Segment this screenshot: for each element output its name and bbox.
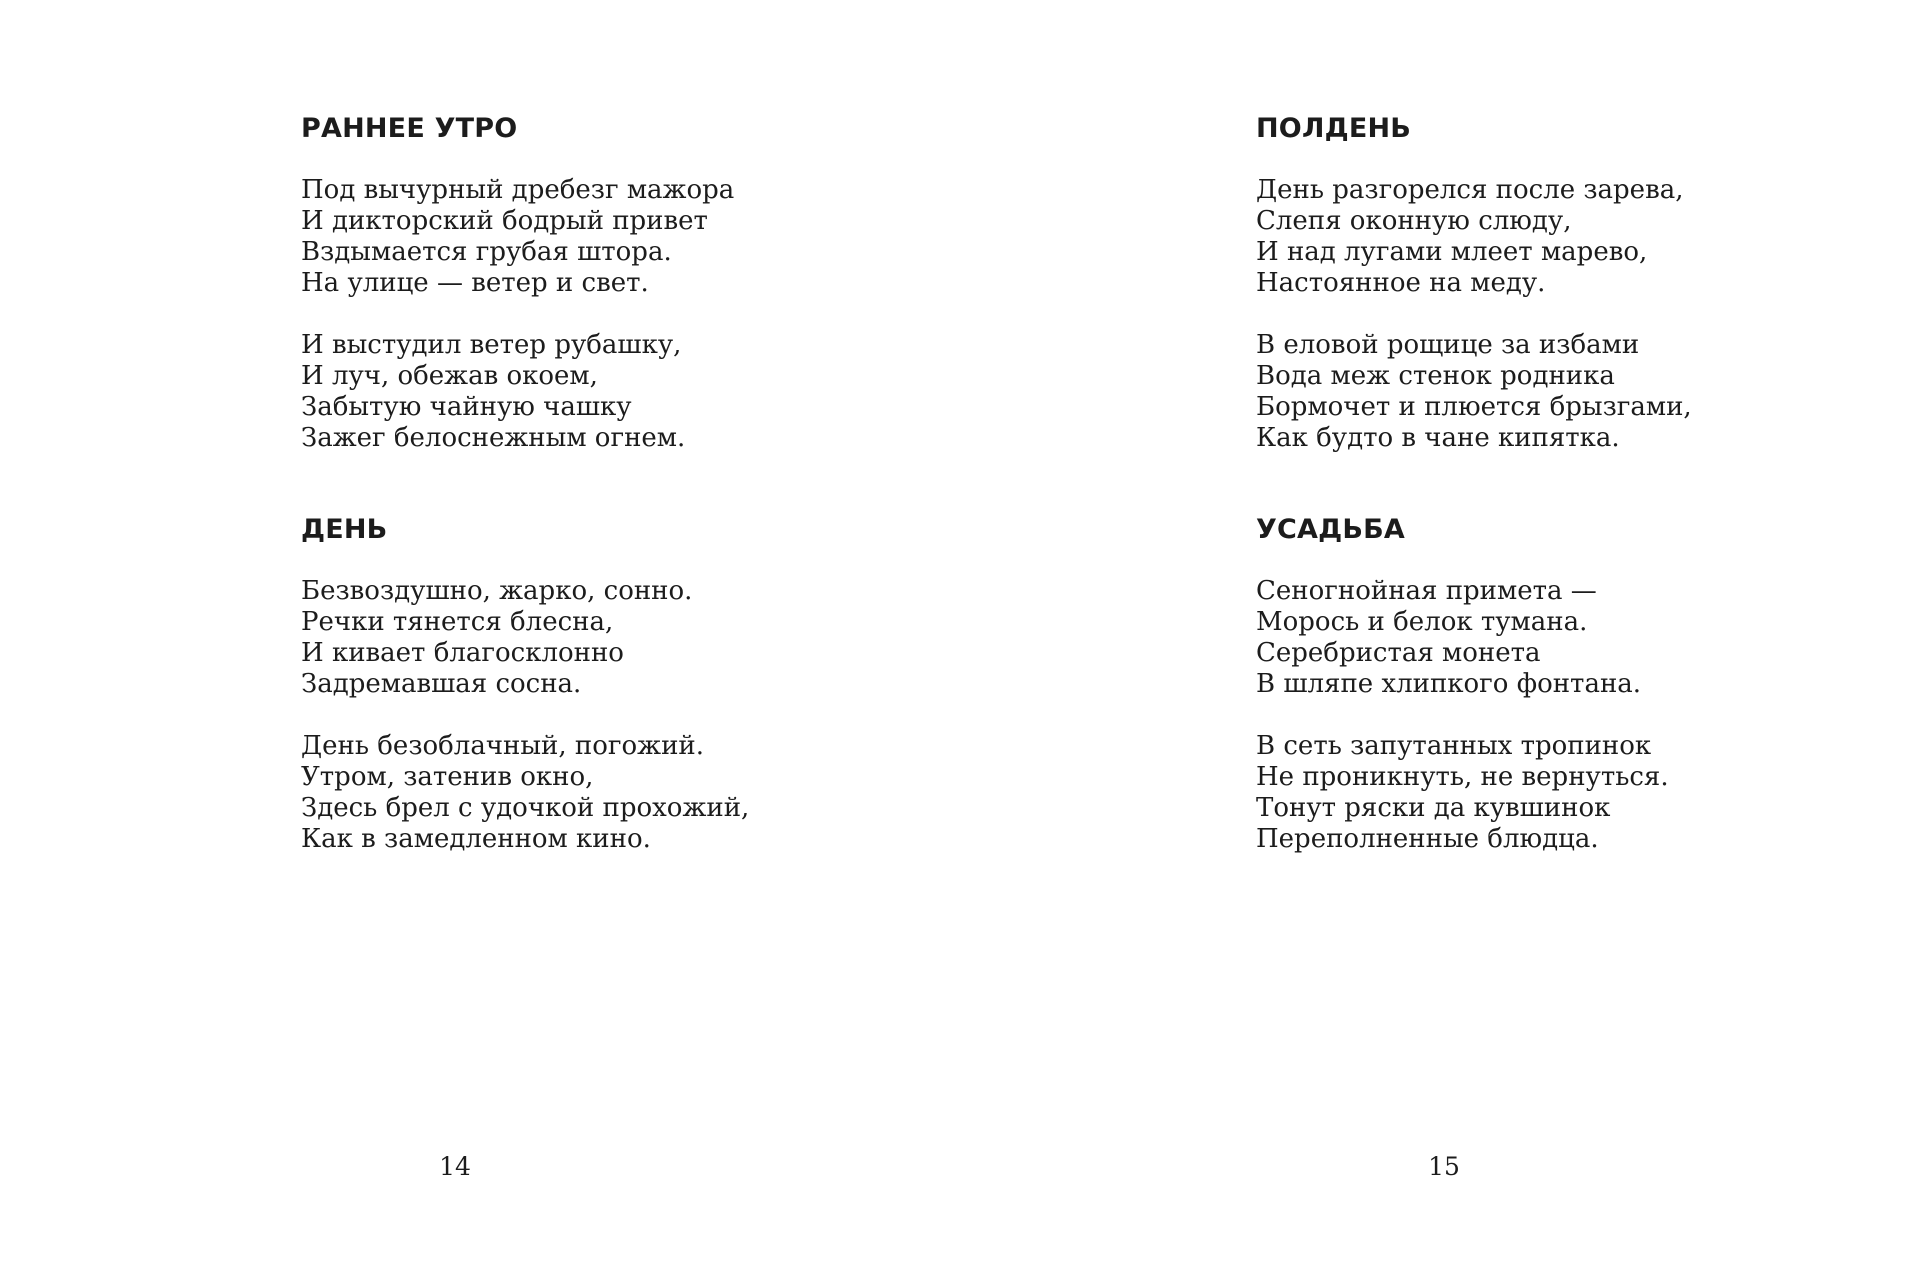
poem-line: И кивает благосклонно <box>301 638 624 668</box>
poem-line: Задремавшая сосна. <box>301 669 582 699</box>
poem-line: И над лугами млеет марево, <box>1256 237 1648 267</box>
stanza <box>301 576 749 700</box>
poem-line: Вздымается грубая штора. <box>301 237 672 267</box>
poem-line: Сеногнойная примета — <box>1256 576 1597 606</box>
poem-line: Как будто в чане кипятка. <box>1256 423 1620 453</box>
poem-line: В еловой рощице за избами <box>1256 330 1640 360</box>
poem-line: Серебристая монета <box>1256 638 1541 668</box>
poem-line: Переполненные блюдца. <box>1256 824 1599 854</box>
poem-title: РАННЕЕ УТРО <box>301 113 518 144</box>
poem-line: И луч, обежав окоем, <box>301 361 598 391</box>
poem-line: Под вычурный дребезг мажора <box>301 175 735 205</box>
poem-line: В сеть запутанных тропинок <box>1256 731 1652 761</box>
page-number: 14 <box>439 1152 471 1181</box>
poem-line: Утром, затенив окно, <box>301 762 594 792</box>
poem-line: Забытую чайную чашку <box>301 392 632 422</box>
stanza <box>301 330 734 454</box>
poem-line: Настоянное на меду. <box>1256 268 1546 298</box>
stanza <box>1256 731 1669 855</box>
page-number: 15 <box>1428 1152 1460 1181</box>
left-page <box>0 0 960 1262</box>
poem-line: На улице — ветер и свет. <box>301 268 649 298</box>
poem-line: И дикторский бодрый привет <box>301 206 708 236</box>
poem-line: Как в замедленном кино. <box>301 824 651 854</box>
poem-line: Тонут ряски да кувшинок <box>1256 793 1611 823</box>
poem-noon <box>1256 113 1692 454</box>
poem-title: ДЕНЬ <box>301 514 388 545</box>
poem-early-morning <box>301 113 734 454</box>
poem-line: Морось и белок тумана. <box>1256 607 1588 637</box>
stanza <box>301 175 734 299</box>
poem-line: День безоблачный, погожий. <box>301 731 704 761</box>
poem-line: Безвоздушно, жарко, сонно. <box>301 576 693 606</box>
stanza <box>301 731 749 855</box>
poem-line: Речки тянется блесна, <box>301 607 614 637</box>
stanza <box>1256 175 1692 299</box>
poem-line: Бормочет и плюется брызгами, <box>1256 392 1692 422</box>
poem-line: День разгорелся после зарева, <box>1256 175 1684 205</box>
poem-title: УСАДЬБА <box>1256 514 1406 545</box>
poem-line: И выстудил ветер рубашку, <box>301 330 682 360</box>
poem-title: ПОЛДЕНЬ <box>1256 113 1412 144</box>
poem-line: Не проникнуть, не вернуться. <box>1256 762 1669 792</box>
poem-line: Вода меж стенок родника <box>1256 361 1615 391</box>
right-page <box>960 0 1927 1262</box>
poem-line: Зажег белоснежным огнем. <box>301 423 686 453</box>
poem-line: В шляпе хлипкого фонтана. <box>1256 669 1642 699</box>
poem-estate <box>1256 514 1669 855</box>
stanza <box>1256 576 1669 700</box>
stanza <box>1256 330 1692 454</box>
poem-line: Слепя оконную слюду, <box>1256 206 1572 236</box>
poem-day <box>301 514 749 855</box>
poem-line: Здесь брел с удочкой прохожий, <box>301 793 750 823</box>
